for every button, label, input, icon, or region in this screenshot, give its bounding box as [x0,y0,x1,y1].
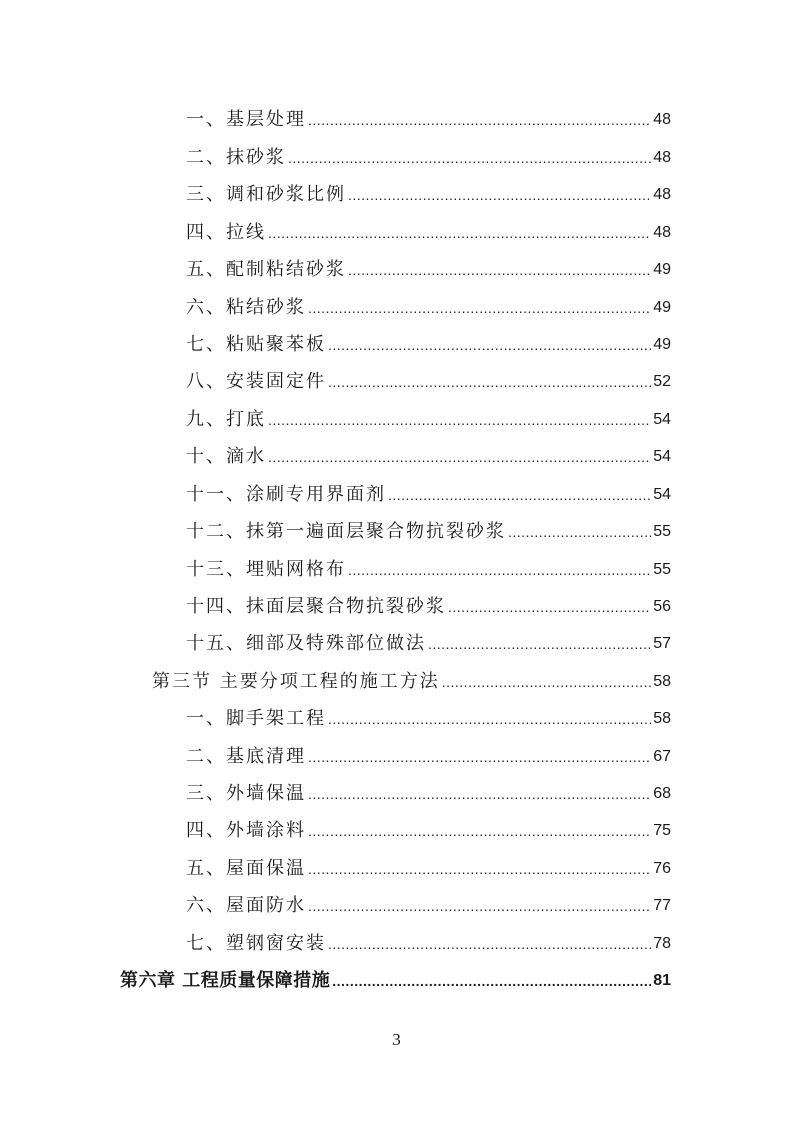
toc-entry[interactable] [186,252,671,282]
toc-dot-leader [308,298,651,318]
toc-dot-leader [508,522,651,542]
toc-section-entry[interactable] [152,664,671,694]
toc-entry-page: 48 [653,224,671,241]
toc-dot-leader [328,709,651,729]
toc-entry-label: 十五、细部及特殊部位做法 [186,633,426,654]
toc-entry-page: 49 [653,336,671,353]
toc-entry-page: 75 [653,822,671,839]
toc-dot-leader [288,148,651,168]
toc-entry-label: 十二、抹第一遍面层聚合物抗裂砂浆 [186,521,506,542]
toc-entry-label: 十、滴水 [186,446,266,467]
toc-entry-label: 二、抹砂浆 [186,147,286,168]
toc-entry-page: 56 [653,598,671,615]
toc-entry-label: 四、外墙涂料 [186,820,306,841]
toc-entry-label: 十四、抹面层聚合物抗裂砂浆 [186,596,446,617]
toc-entry-label: 四、拉线 [186,222,266,243]
toc-entry-page: 48 [653,186,671,203]
toc-entry-label: 二、基底清理 [186,746,306,767]
toc-dot-leader [328,335,651,355]
toc-entry-page: 81 [653,972,671,989]
toc-entry[interactable] [186,739,671,769]
toc-entry[interactable] [186,589,671,619]
toc-dot-leader [388,485,651,505]
toc-entry-label: 八、安装固定件 [186,371,326,392]
toc-entry[interactable] [186,926,671,956]
toc-entry[interactable] [186,177,671,207]
toc-entry[interactable] [186,402,671,432]
toc-entry[interactable] [186,776,671,806]
page-number: 3 [392,1030,401,1049]
toc-dot-leader [348,560,651,580]
toc-entry-label: 十三、埋贴网格布 [186,559,346,580]
toc-dot-leader [428,634,651,654]
toc-entry[interactable] [186,327,671,357]
toc-dot-leader [328,372,651,392]
toc-entry-label: 一、基层处理 [186,109,306,130]
toc-dot-leader [328,934,651,954]
toc-dot-leader [332,971,651,991]
toc-entry-page: 77 [653,897,671,914]
toc-entry-page: 76 [653,860,671,877]
toc-entry-page: 54 [653,486,671,503]
toc-entry-page: 52 [653,373,671,390]
toc-dot-leader [442,672,651,692]
toc-entry-page: 78 [653,935,671,952]
toc-dot-leader [348,185,651,205]
toc-dot-leader [308,859,651,879]
toc-entry-label: 十一、涂刷专用界面剂 [186,484,386,505]
toc-entry-label: 七、塑钢窗安装 [186,933,326,954]
toc-entry-page: 58 [653,673,671,690]
toc-entry[interactable] [186,701,671,731]
toc-entry-label: 第六章 工程质量保障措施 [120,970,331,991]
toc-chapter-entry[interactable] [120,963,671,993]
toc-entry-label: 九、打底 [186,409,266,430]
toc-entry[interactable] [186,140,671,170]
toc-entry[interactable] [186,888,671,918]
toc-entry-page: 58 [653,710,671,727]
toc-dot-leader [268,410,651,430]
toc-entry-page: 68 [653,785,671,802]
toc-entry[interactable] [186,290,671,320]
toc-entry-page: 54 [653,411,671,428]
toc-entry-page: 49 [653,261,671,278]
toc-entry-label: 一、脚手架工程 [186,708,326,729]
toc-entry[interactable] [186,813,671,843]
toc-entry-page: 67 [653,748,671,765]
toc-entry[interactable] [186,552,671,582]
toc-entry-label: 三、调和砂浆比例 [186,184,346,205]
toc-entry[interactable] [186,439,671,469]
toc-entry[interactable] [186,364,671,394]
toc-dot-leader [308,784,651,804]
toc-entry[interactable] [186,626,671,656]
toc-entry-label: 第三节 主要分项工程的施工方法 [152,671,440,692]
toc-entry-label: 六、屋面防水 [186,895,306,916]
toc-entry[interactable] [186,477,671,507]
toc-dot-leader [268,447,651,467]
toc-dot-leader [308,110,651,130]
toc-dot-leader [348,260,651,280]
toc-entry[interactable] [186,102,671,132]
toc-entry-page: 55 [653,561,671,578]
toc-entry-label: 五、配制粘结砂浆 [186,259,346,280]
toc-entry-page: 48 [653,149,671,166]
toc-entry-label: 五、屋面保温 [186,858,306,879]
toc-entry-page: 55 [653,523,671,540]
toc-dot-leader [308,821,651,841]
toc-entry[interactable] [186,215,671,245]
toc-dot-leader [448,597,651,617]
toc-entry-page: 48 [653,111,671,128]
toc-dot-leader [308,747,651,767]
toc-entry[interactable] [186,514,671,544]
toc-dot-leader [308,896,651,916]
toc-entry-page: 54 [653,448,671,465]
toc-entry-page: 49 [653,299,671,316]
toc-entry[interactable] [186,851,671,881]
toc-entry-label: 六、粘结砂浆 [186,297,306,318]
toc-dot-leader [268,223,651,243]
toc-entry-page: 57 [653,635,671,652]
toc-entry-label: 七、粘贴聚苯板 [186,334,326,355]
toc-entry-label: 三、外墙保温 [186,783,306,804]
